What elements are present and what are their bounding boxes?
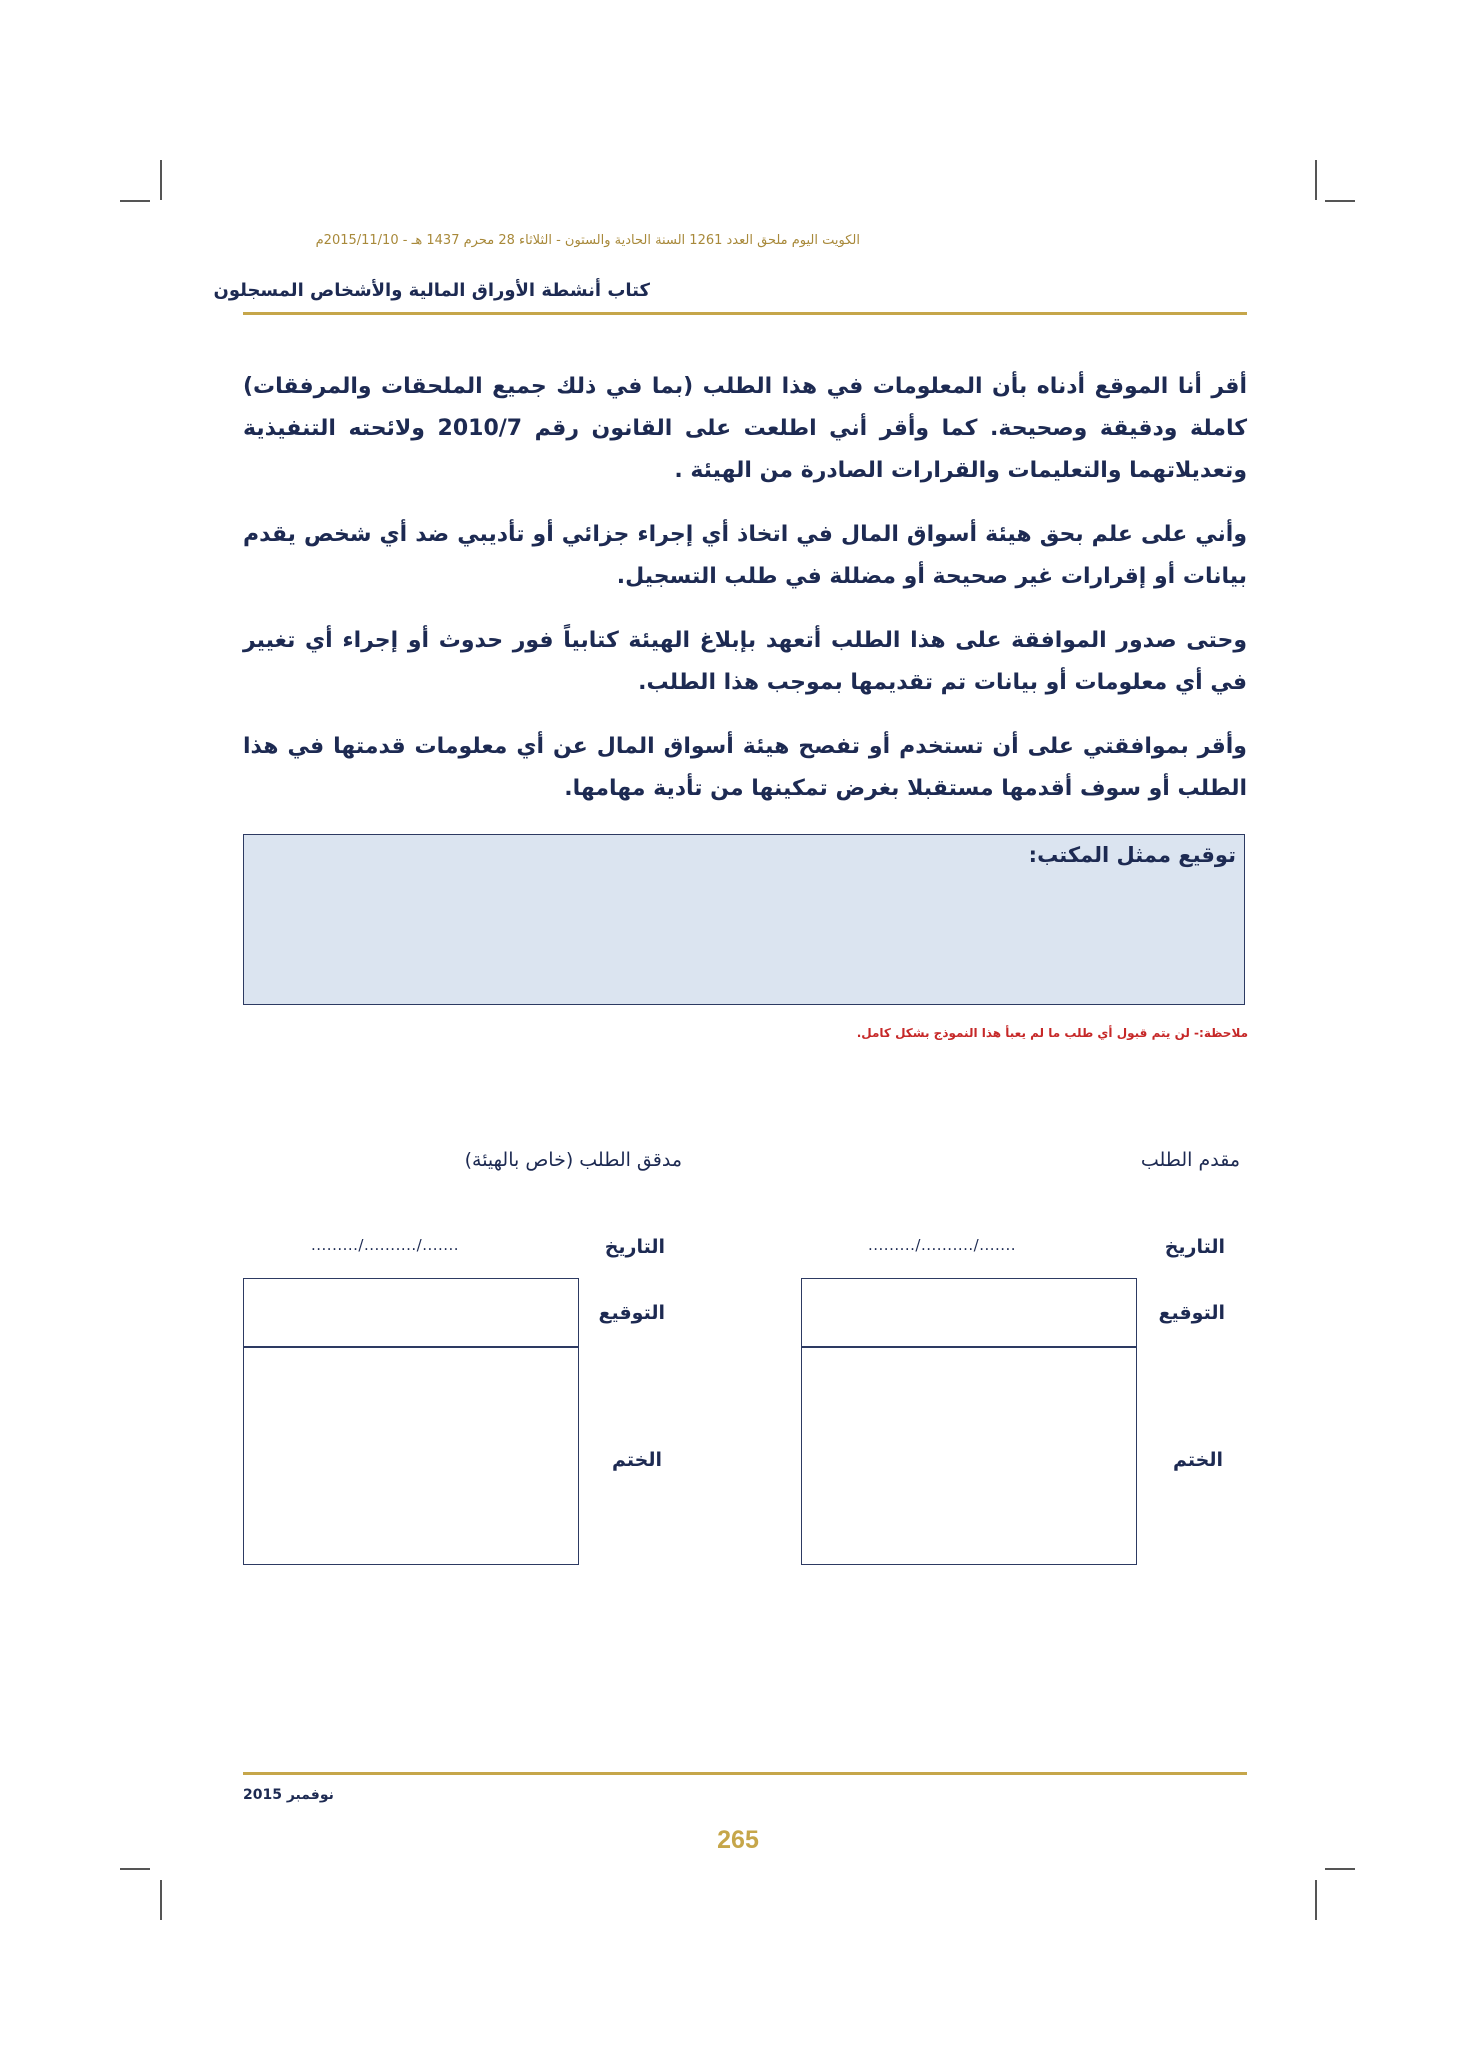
book-title: كتاب أنشطة الأوراق المالية والأشخاص المسجلون xyxy=(213,280,650,301)
crop-mark xyxy=(120,1868,150,1870)
gazette-header: الكويت اليوم ملحق العدد 1261 السنة الحادية والستون - الثلاثاء 28 محرم 1437 هـ - 2015/11/10م xyxy=(315,233,860,248)
crop-mark xyxy=(160,160,162,200)
reviewer-date-label: التاريخ xyxy=(604,1236,665,1258)
footer-date: نوفمبر 2015 xyxy=(243,1787,334,1803)
header-rule xyxy=(243,312,1247,315)
applicant-stamp-label: الختم xyxy=(1173,1449,1223,1471)
crop-mark xyxy=(160,1880,162,1920)
box-divider xyxy=(802,1346,1136,1348)
signature-box-label: توقيع ممثل المكتب: xyxy=(1028,843,1236,867)
office-representative-signature-box[interactable] xyxy=(243,834,1245,1005)
declaration-paragraph: وحتى صدور الموافقة على هذا الطلب أتعهد بإبلاغ الهيئة كتابياً فور حدوث أو إجراء أي تغيير في أي معلومات أو بيانات تم تقديمها بموجب هذا الطلب. xyxy=(243,628,1247,695)
declaration-text xyxy=(243,366,1247,832)
crop-mark xyxy=(1315,1880,1317,1920)
form-note: ملاحظة:- لن يتم قبول أي طلب ما لم يعبأ هذا النموذج بشكل كامل. xyxy=(856,1026,1248,1040)
declaration-paragraph: وأقر بموافقتي على أن تستخدم أو تفصح هيئة أسواق المال عن أي معلومات قدمتها في هذا الطلب أو سوف أقدمها مستقبلا بغرض تمكينها من تأدية مهامها. xyxy=(243,734,1247,801)
page-number: 265 xyxy=(717,1826,759,1854)
crop-mark xyxy=(1325,1868,1355,1870)
reviewer-stamp-label: الختم xyxy=(612,1449,662,1471)
declaration-paragraph: أقر أنا الموقع أدناه بأن المعلومات في هذا الطلب (بما في ذلك جميع الملحقات والمرفقات) كاملة ودقيقة وصحيحة. كما وأقر أني اطلعت على القانون رقم 2010/7 ولائحته التنفيذية وتعديلاتهما والتعليمات والقرارات الصادرة من الهيئة . xyxy=(243,374,1247,483)
reviewer-signature-stamp-box[interactable] xyxy=(243,1278,579,1565)
applicant-date-field[interactable]: ........./........../....... xyxy=(868,1236,1017,1254)
applicant-signature-label: التوقيع xyxy=(1158,1302,1225,1324)
crop-mark xyxy=(120,200,150,202)
applicant-signature-stamp-box[interactable] xyxy=(801,1278,1137,1565)
reviewer-title: مدقق الطلب (خاص بالهيئة) xyxy=(464,1149,682,1171)
crop-mark xyxy=(1315,160,1317,200)
applicant-title: مقدم الطلب xyxy=(1140,1149,1240,1171)
box-divider xyxy=(244,1346,578,1348)
declaration-paragraph: وأني على علم بحق هيئة أسواق المال في اتخاذ أي إجراء جزائي أو تأديبي ضد أي شخص يقدم بيانات أو إقرارات غير صحيحة أو مضللة في طلب التسجيل. xyxy=(243,522,1247,589)
applicant-date-label: التاريخ xyxy=(1164,1236,1225,1258)
crop-mark xyxy=(1325,200,1355,202)
reviewer-date-field[interactable]: ........./........../....... xyxy=(311,1236,460,1254)
reviewer-signature-label: التوقيع xyxy=(598,1302,665,1324)
footer-rule xyxy=(243,1772,1247,1775)
